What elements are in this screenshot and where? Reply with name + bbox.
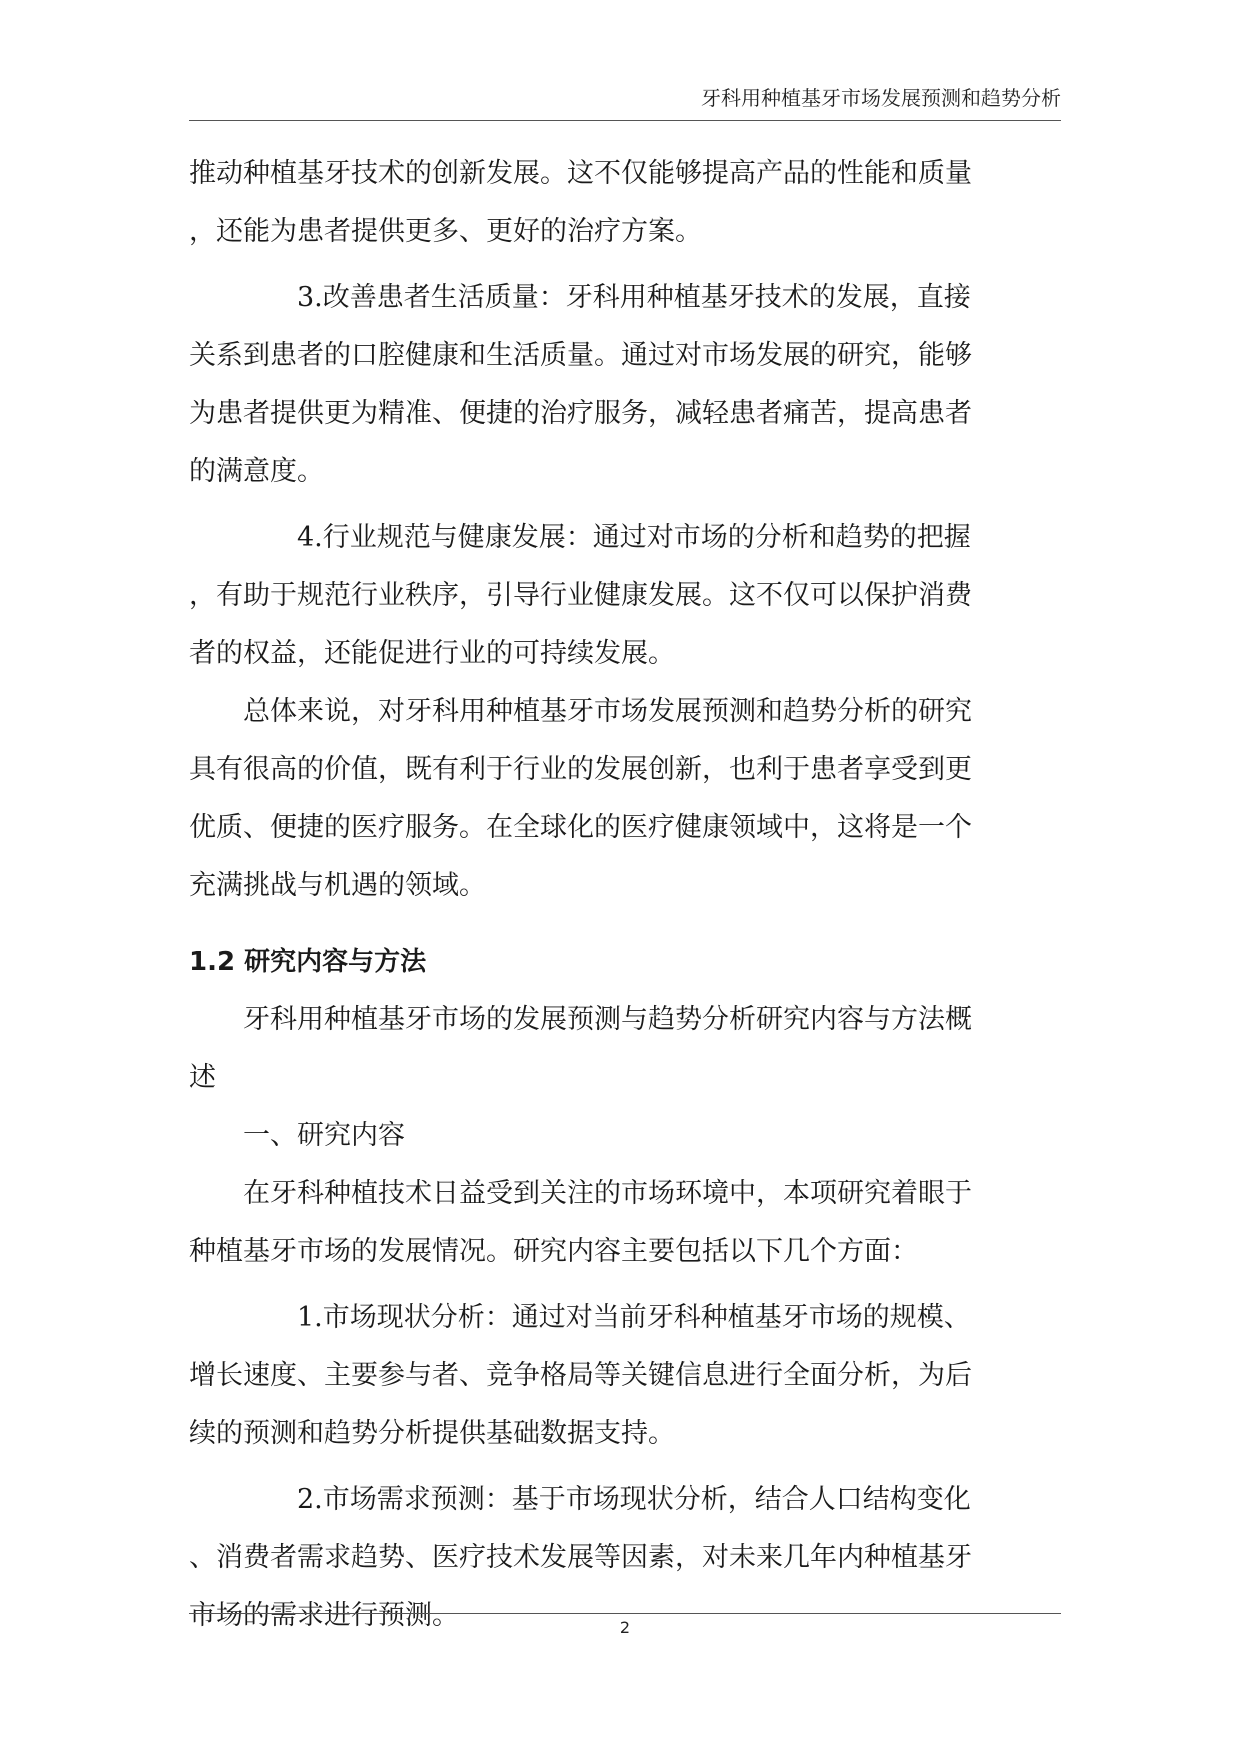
paragraph-line: ，有助于规范行业秩序，引导行业健康发展。这不仅可以保护消费 bbox=[189, 580, 972, 611]
paragraph-line: 牙科用种植基牙市场的发展预测与趋势分析研究内容与方法概 bbox=[243, 1004, 972, 1035]
section-heading: 1.2 研究内容与方法 bbox=[189, 947, 427, 977]
paragraph-line: 的满意度。 bbox=[189, 456, 324, 487]
paragraph-line: 为患者提供更为精准、便捷的治疗服务，减轻患者痛苦，提高患者 bbox=[189, 398, 972, 429]
paragraph-line: 关系到患者的口腔健康和生活质量。通过对市场发展的研究，能够 bbox=[189, 340, 972, 371]
paragraph-line: 种植基牙市场的发展情况。研究内容主要包括以下几个方面： bbox=[189, 1236, 918, 1267]
paragraph-line: 4.行业规范与健康发展：通过对市场的分析和趋势的把握 bbox=[297, 522, 971, 553]
page-number: 2 bbox=[619, 1618, 631, 1637]
document-body bbox=[189, 145, 1061, 1645]
paragraph-line: 市场的需求进行预测。 bbox=[189, 1600, 459, 1631]
paragraph-line: 3.改善患者生活质量：牙科用种植基牙技术的发展，直接 bbox=[297, 282, 971, 313]
paragraph-line: 续的预测和趋势分析提供基础数据支持。 bbox=[189, 1418, 675, 1449]
page-footer bbox=[189, 1613, 1061, 1637]
paragraph-line: 总体来说，对牙科用种植基牙市场发展预测和趋势分析的研究 bbox=[243, 696, 972, 727]
header-title: 牙科用种植基牙市场发展预测和趋势分析 bbox=[701, 86, 1061, 110]
paragraph-line: 2.市场需求预测：基于市场现状分析，结合人口结构变化 bbox=[297, 1484, 971, 1515]
paragraph-line: 1.市场现状分析：通过对当前牙科种植基牙市场的规模、 bbox=[297, 1302, 971, 1333]
paragraph-line: 述 bbox=[189, 1062, 216, 1093]
paragraph-line: 充满挑战与机遇的领域。 bbox=[189, 870, 486, 901]
paragraph-line: 优质、便捷的医疗服务。在全球化的医疗健康领域中，这将是一个 bbox=[189, 812, 972, 843]
paragraph-line: 、消费者需求趋势、医疗技术发展等因素，对未来几年内种植基牙 bbox=[189, 1542, 972, 1573]
paragraph-line: 具有很高的价值，既有利于行业的发展创新，也利于患者享受到更 bbox=[189, 754, 972, 785]
paragraph-line: 者的权益，还能促进行业的可持续发展。 bbox=[189, 638, 675, 669]
paragraph-line: 增长速度、主要参与者、竞争格局等关键信息进行全面分析，为后 bbox=[189, 1360, 972, 1391]
paragraph-line: ，还能为患者提供更多、更好的治疗方案。 bbox=[189, 216, 702, 247]
paragraph-line: 推动种植基牙技术的创新发展。这不仅能够提高产品的性能和质量 bbox=[189, 158, 972, 189]
paragraph-line: 一、研究内容 bbox=[243, 1120, 405, 1151]
page-header bbox=[189, 84, 1061, 121]
paragraph-line: 在牙科种植技术日益受到关注的市场环境中，本项研究着眼于 bbox=[243, 1178, 972, 1209]
